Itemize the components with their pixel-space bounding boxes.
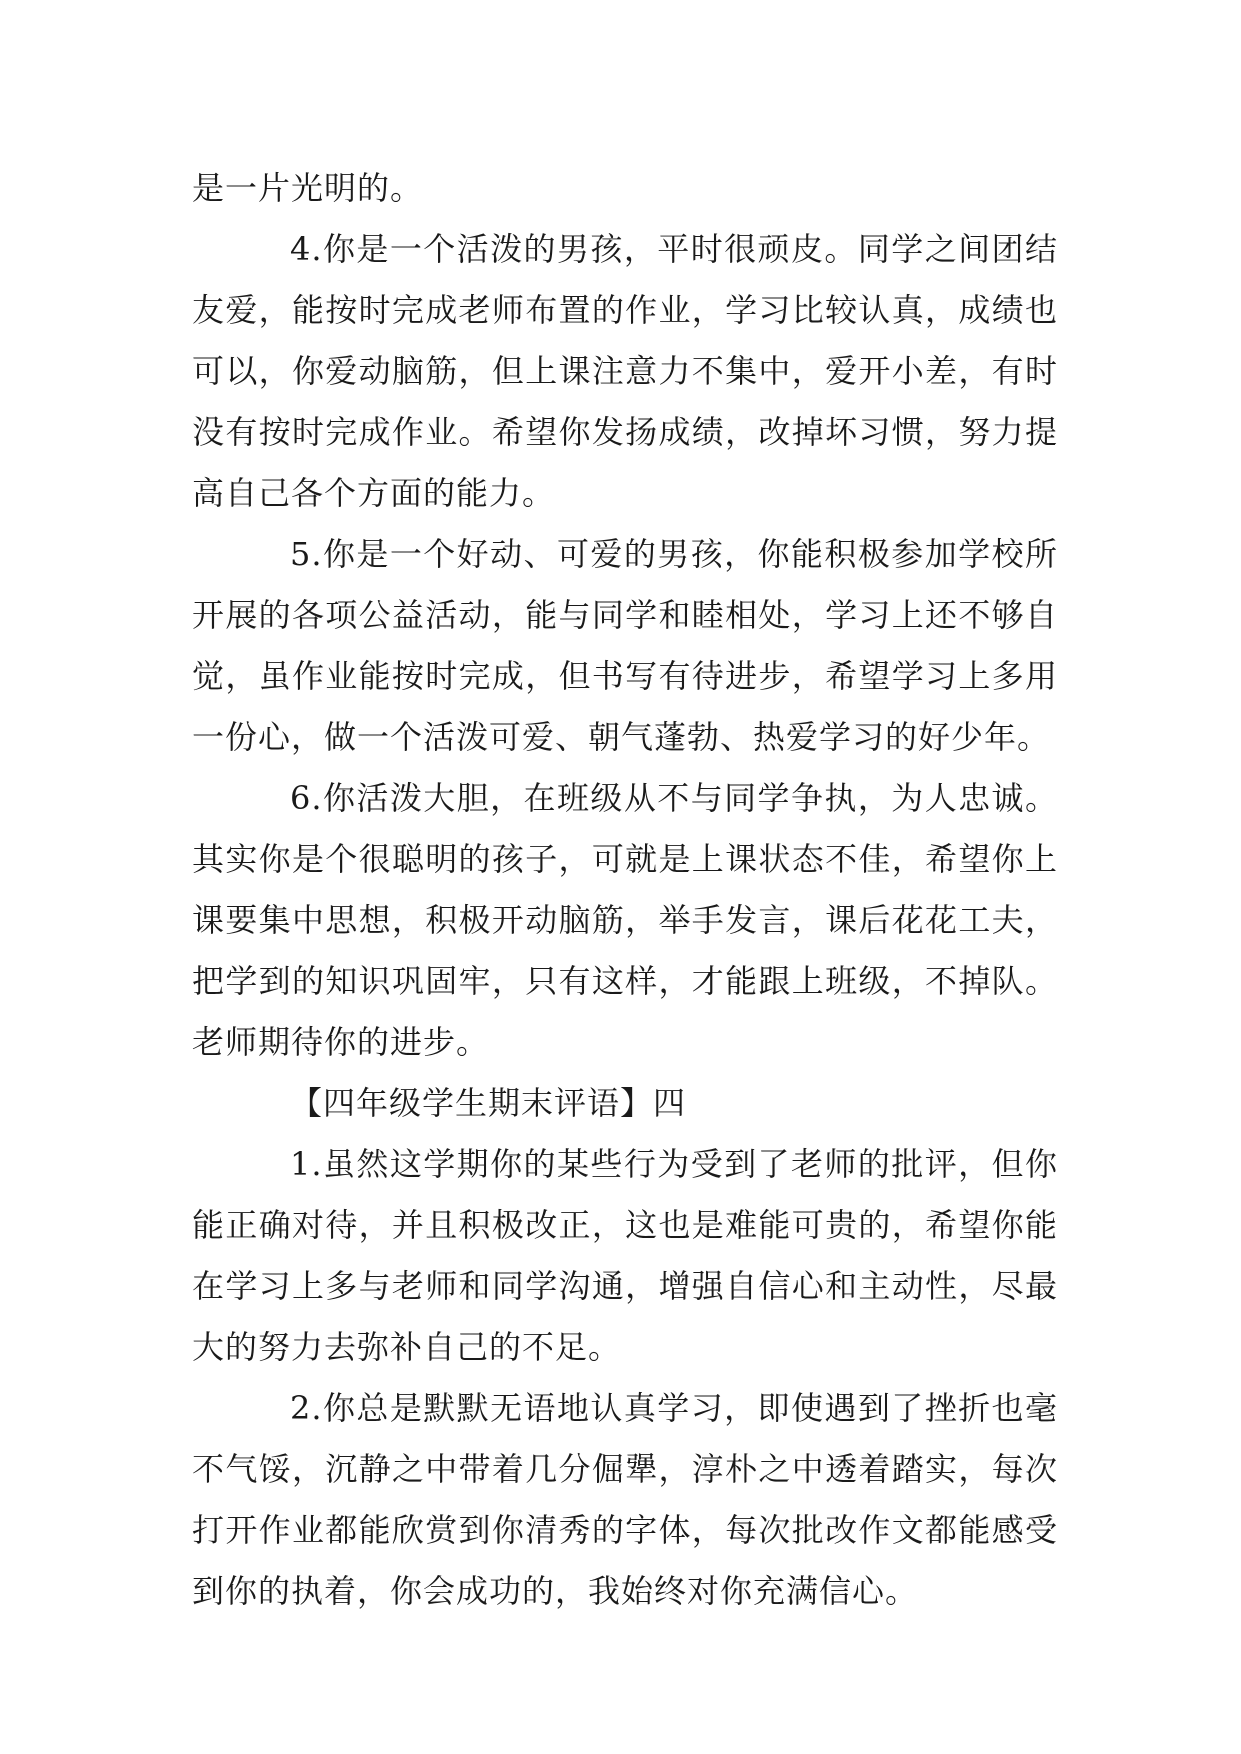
document-body bbox=[192, 158, 1058, 1622]
paragraph-item-6: 6.你活泼大胆，在班级从不与同学争执，为人忠诚。其实你是个很聪明的孩子，可就是上课状态不佳，希望你上课要集中思想，积极开动脑筋，举手发言，课后花花工夫，把学到的知识巩固牢，只有这样，才能跟上班级，不掉队。老师期待你的进步。 bbox=[192, 779, 1058, 1061]
section-paragraph-item-2: 2.你总是默默无语地认真学习，即使遇到了挫折也毫不气馁，沉静之中带着几分倔犟，淳朴之中透着踏实，每次打开作业都能欣赏到你清秀的字体，每次批改作文都能感受到你的执着，你会成功的，我始终对你充满信心。 bbox=[192, 1389, 1058, 1610]
paragraph-item-4: 4.你是一个活泼的男孩，平时很顽皮。同学之间团结友爱，能按时完成老师布置的作业，学习比较认真，成绩也可以，你爱动脑筋，但上课注意力不集中，爱开小差，有时没有按时完成作业。希望你发扬成绩，改掉坏习惯，努力提高自己各个方面的能力。 bbox=[192, 230, 1058, 512]
section-paragraph-item-1: 1.虽然这学期你的某些行为受到了老师的批评，但你能正确对待，并且积极改正，这也是难能可贵的，希望你能在学习上多与老师和同学沟通，增强自信心和主动性，尽最大的努力去弥补自己的不足。 bbox=[192, 1145, 1058, 1366]
paragraph-continuation: 是一片光明的。 bbox=[192, 169, 424, 207]
paragraph-item-5: 5.你是一个好动、可爱的男孩，你能积极参加学校所开展的各项公益活动，能与同学和睦相处，学习上还不够自觉，虽作业能按时完成，但书写有待进步，希望学习上多用一份心，做一个活泼可爱、朝气蓬勃、热爱学习的好少年。 bbox=[192, 535, 1058, 756]
section-heading: 【四年级学生期末评语】四 bbox=[290, 1084, 687, 1122]
